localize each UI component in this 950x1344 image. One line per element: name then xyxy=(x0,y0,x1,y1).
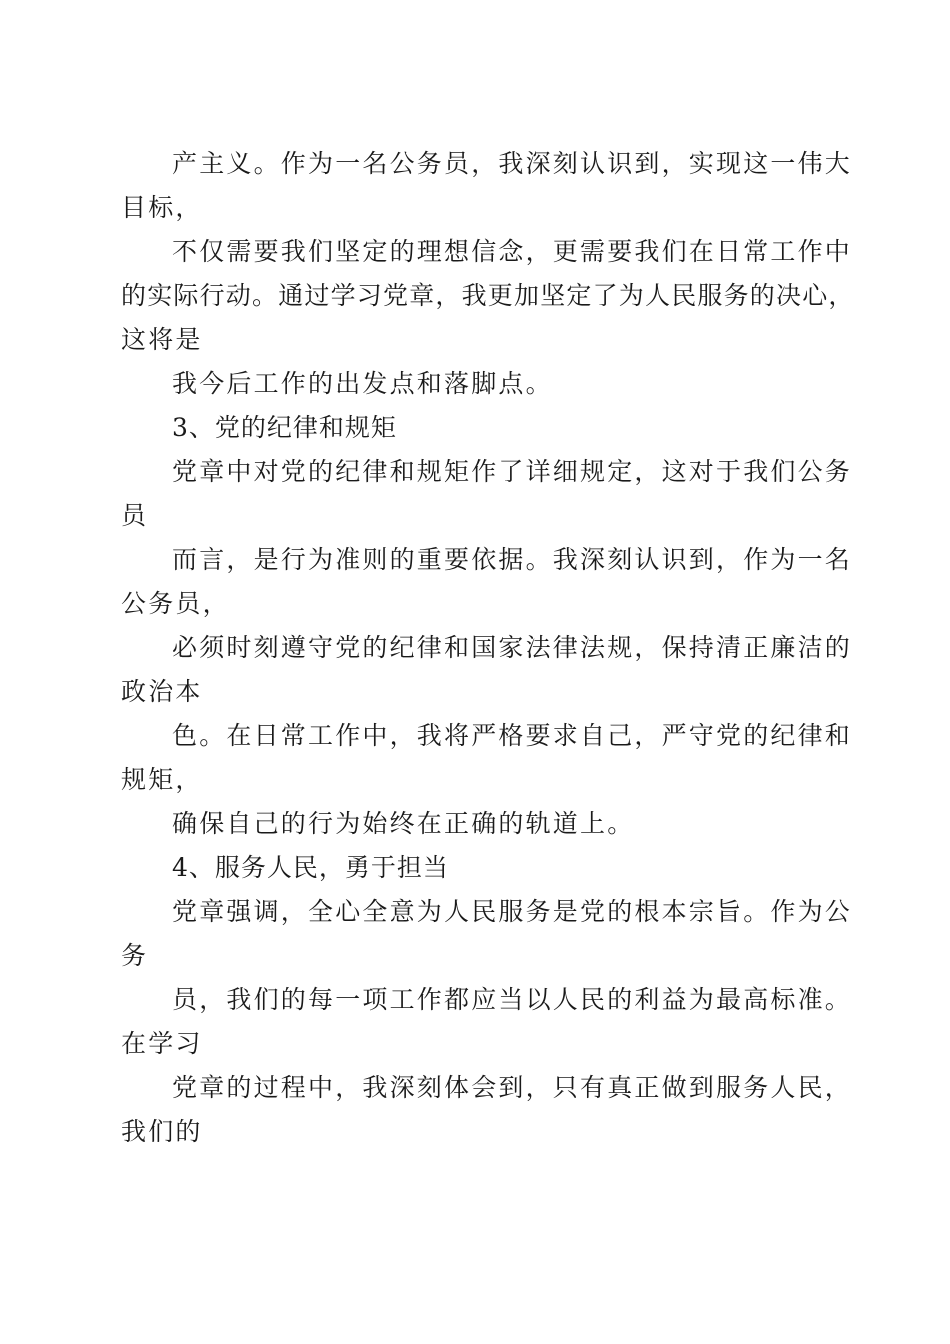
paragraph-line: 确保自己的行为始终在正确的轨道上。 xyxy=(172,809,635,838)
paragraph-line: 这将是 xyxy=(121,325,203,354)
paragraph-line: 的实际行动。通过学习党章，我更加坚定了为人民服务的决心， xyxy=(121,281,855,310)
section-heading: 4、服务人民，勇于担当 xyxy=(172,853,449,882)
paragraph-line: 目标， xyxy=(121,193,203,222)
paragraph-line: 不仅需要我们坚定的理想信念，更需要我们在日常工作中 xyxy=(172,237,853,266)
paragraph-line: 公务员， xyxy=(121,589,230,618)
paragraph-line: 党章的过程中，我深刻体会到，只有真正做到服务人民， xyxy=(172,1073,853,1102)
paragraph-line: 必须时刻遵守党的纪律和国家法律法规，保持清正廉洁的 xyxy=(172,633,853,662)
paragraph-line: 党章强调，全心全意为人民服务是党的根本宗旨。作为公 xyxy=(172,897,853,926)
paragraph-line: 我今后工作的出发点和落脚点。 xyxy=(172,369,553,398)
paragraph-line: 色。在日常工作中，我将严格要求自己，严守党的纪律和 xyxy=(172,721,853,750)
paragraph-line: 我们的 xyxy=(121,1117,203,1146)
section-heading: 3、党的纪律和规矩 xyxy=(172,413,397,442)
paragraph-line: 员 xyxy=(121,501,149,530)
paragraph-line: 规矩， xyxy=(121,765,203,794)
paragraph-line: 产主义。作为一名公务员，我深刻认识到，实现这一伟大 xyxy=(172,149,853,178)
paragraph-line: 员，我们的每一项工作都应当以人民的利益为最高标准。 xyxy=(172,985,853,1014)
paragraph-line: 而言，是行为准则的重要依据。我深刻认识到，作为一名 xyxy=(172,545,853,574)
paragraph-line: 党章中对党的纪律和规矩作了详细规定，这对于我们公务 xyxy=(172,457,853,486)
paragraph-line: 在学习 xyxy=(121,1029,203,1058)
paragraph-line: 务 xyxy=(121,941,149,970)
document-body xyxy=(121,142,855,1154)
paragraph-line: 政治本 xyxy=(121,677,203,706)
